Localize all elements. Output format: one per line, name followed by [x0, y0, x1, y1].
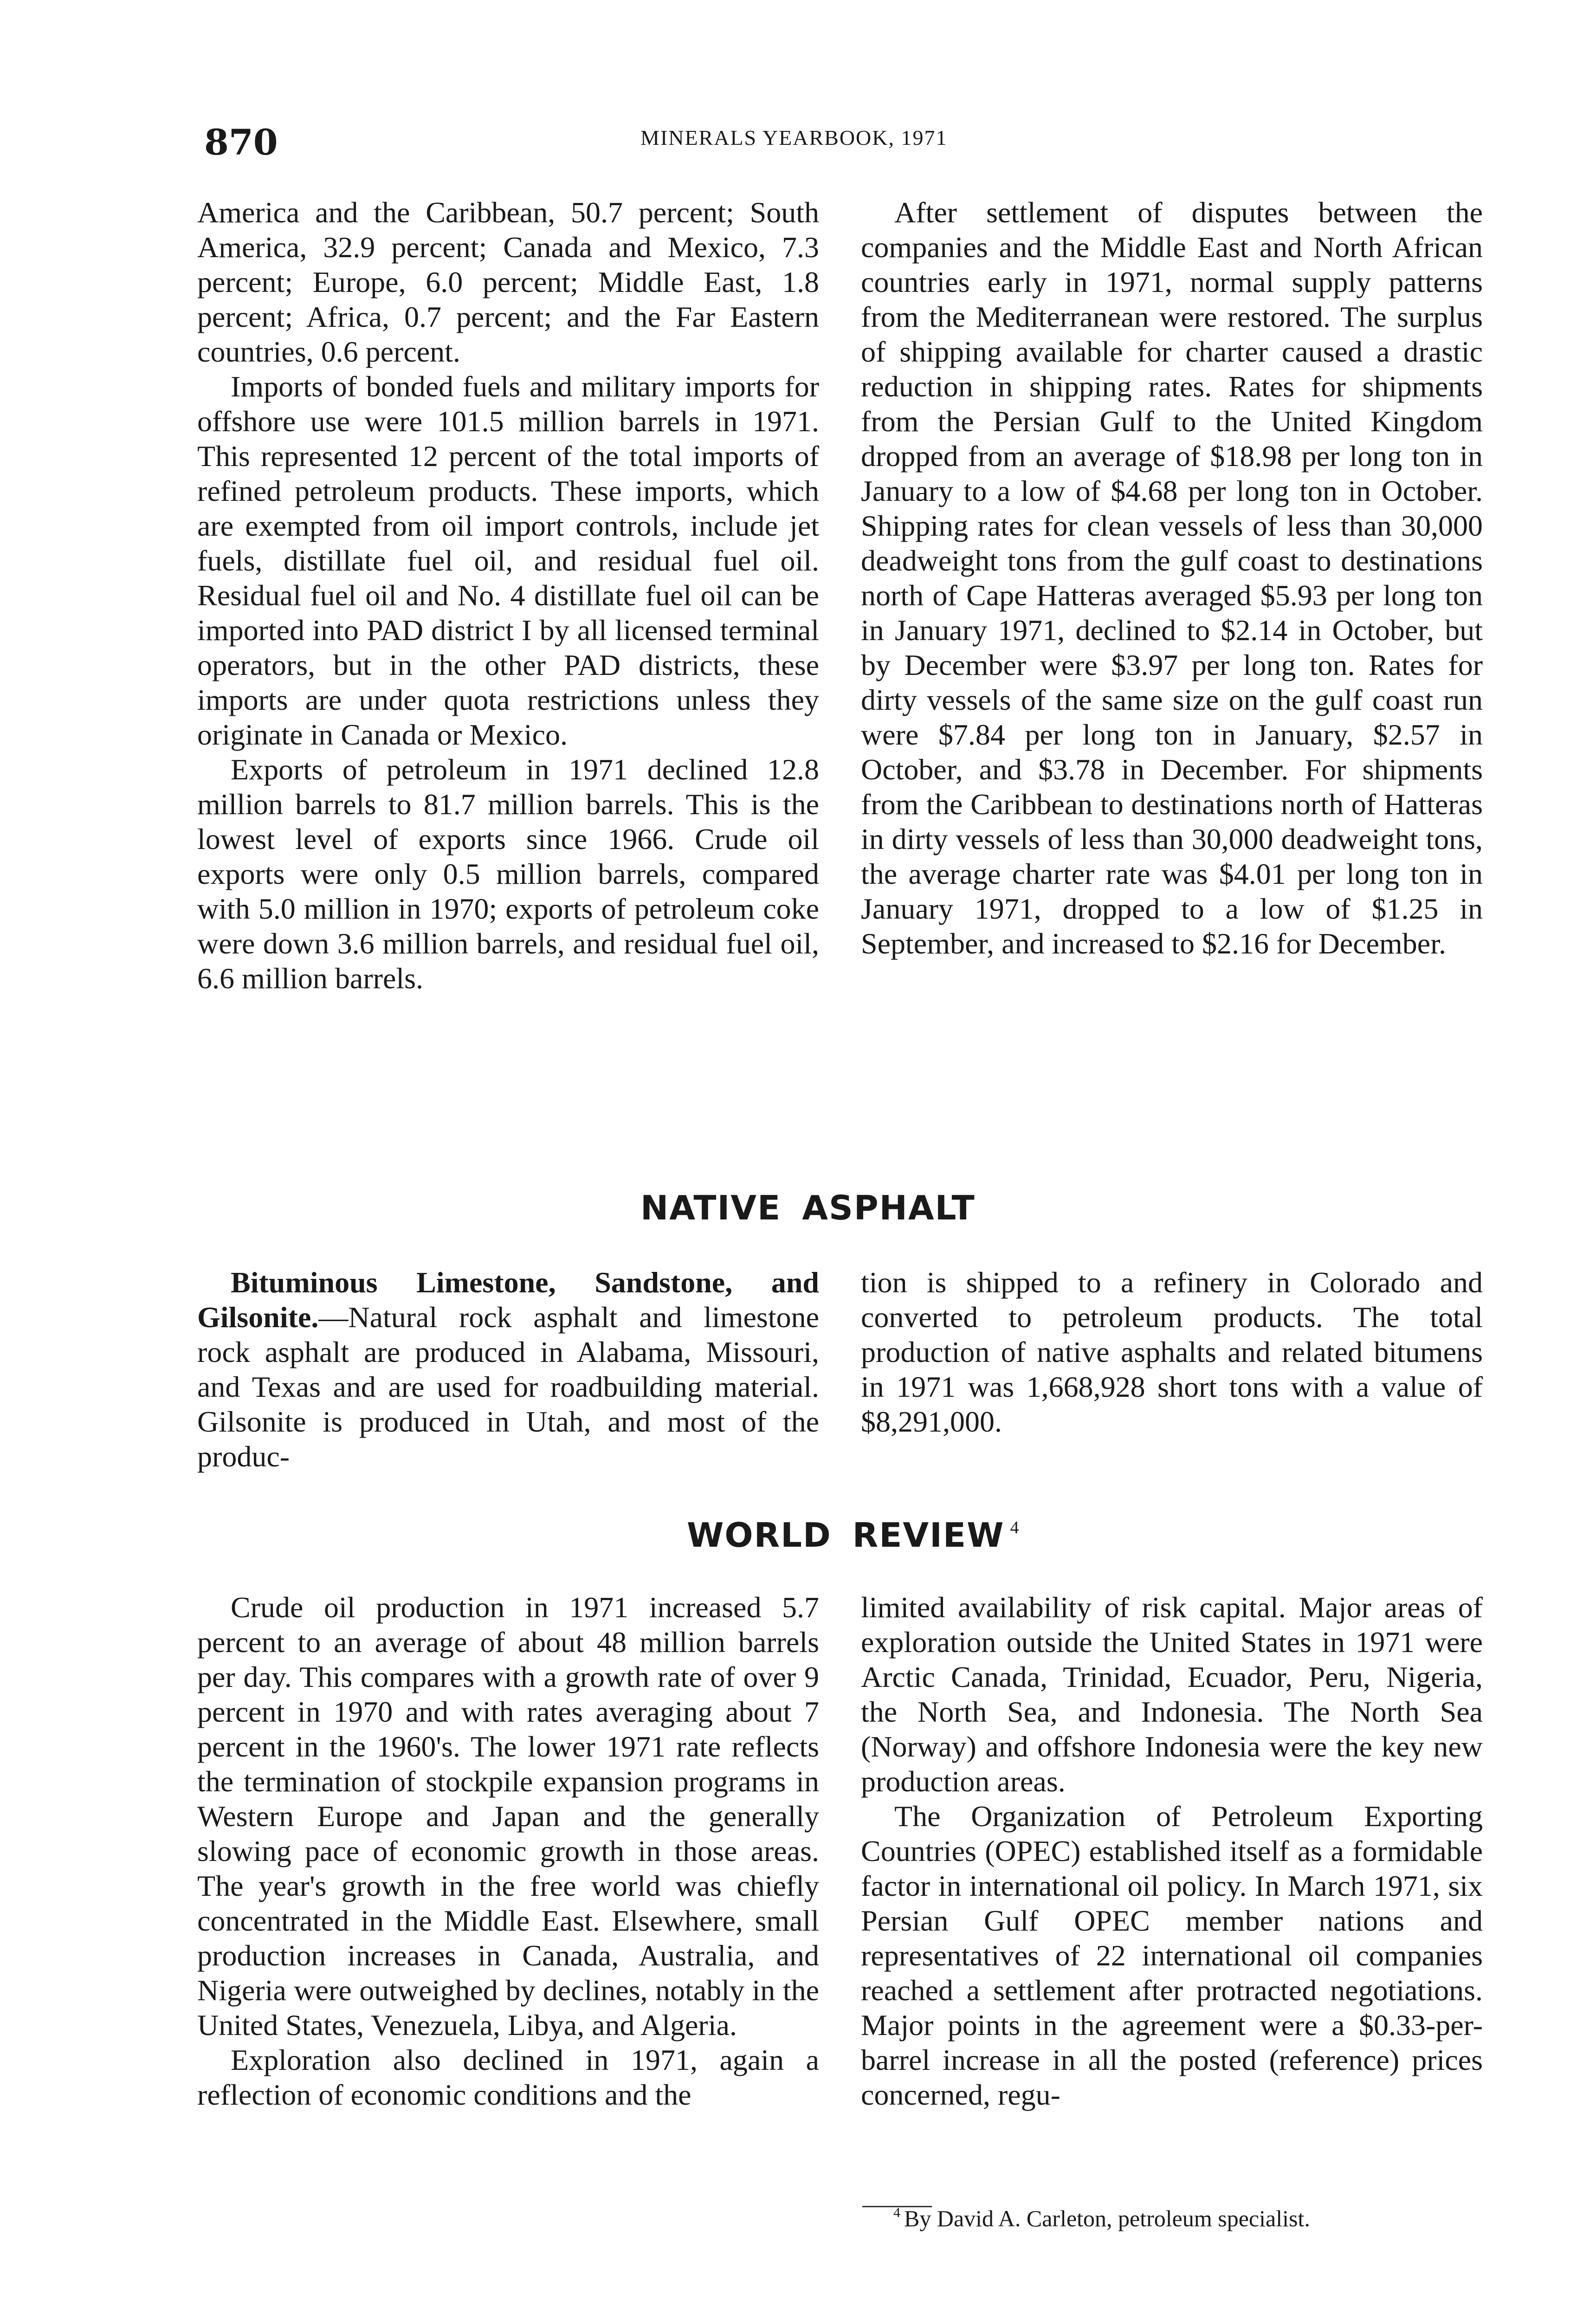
top-right-column	[861, 195, 1483, 961]
paragraph: America and the Caribbean, 50.7 percent; South America, 32.9 percent; Canada and Mexico, 7.3 percent; Europe, 6.0 percent; Middle East, 1.8 percent; Africa, 0.7 percent; and the Far Eastern countries, 0.6 percent.	[197, 196, 819, 368]
paragraph: Exploration also declined in 1971, again a reflection of economic conditions and the	[197, 2043, 819, 2111]
top-left-column	[197, 195, 819, 996]
paragraph: limited availability of risk capital. Major areas of exploration outside the United States in 1971 were Arctic Canada, Trinidad, Ecuador, Peru, Nigeria, the North Sea, and Indonesia. The North Sea (Norway) and offshore Indonesia were the key new production areas.	[861, 1591, 1483, 1798]
heading-word: WORLD	[687, 1516, 832, 1555]
footnote-text: By David A. Carleton, petroleum specialist.	[904, 2205, 1310, 2231]
heading-word: REVIEW	[852, 1516, 1005, 1555]
paragraph: The Organization of Petroleum Exporting Countries (OPEC) established itself as a formidable factor in international oil policy. In March 1971, six Persian Gulf OPEC member nations and representatives of 22 international oil companies reached a settlement after protracted negotiations. Major points in the agreement were a $0.33-per-barrel increase in all the posted (reference) prices concerned, regu-	[861, 1800, 1483, 2111]
heading-word: ASPHALT	[802, 1188, 976, 1227]
world-review-left-column	[197, 1590, 819, 2112]
footnote-number: 4	[893, 2205, 900, 2220]
paragraph: tion is shipped to a refinery in Colorado and converted to petroleum products. The total production of native asphalts and related bitumens in 1971 was 1,668,928 short tons with a value of $8,291,000.	[861, 1266, 1483, 1438]
paragraph: Imports of bonded fuels and military imports for offshore use were 101.5 million barrels in 1971. This represented 12 percent of the total imports of refined petroleum products. These imports, which are exempted from oil import controls, include jet fuels, distillate fuel oil, and residual fuel oil. Residual fuel oil and No. 4 distillate fuel oil can be imported into PAD district I by all licensed terminal operators, but in the other PAD districts, these imports are under quota restrictions unless they originate in Canada or Mexico.	[197, 370, 819, 751]
section-heading-native-asphalt	[640, 1188, 976, 1227]
heading-word: NATIVE	[640, 1188, 782, 1227]
native-asphalt-right-column	[861, 1265, 1483, 1439]
page-number: 870	[204, 122, 278, 163]
section-heading-world-review	[687, 1516, 1020, 1555]
paragraph: After settlement of disputes between the companies and the Middle East and North African countries early in 1971, normal supply patterns from the Mediterranean were restored. The surplus of shipping available for charter caused a drastic reduction in shipping rates. Rates for shipments from the Persian Gulf to the United Kingdom dropped from an average of $18.98 per long ton in January to a low of $4.68 per long ton in October. Shipping rates for clean vessels of less than 30,000 deadweight tons from the gulf coast to destinations north of Cape Hatteras averaged $5.93 per long ton in January 1971, declined to $2.14 in October, but by December were $3.97 per long ton. Rates for dirty vessels of the same size on the gulf coast run were $7.84 per long ton in January, $2.57 in October, and $3.78 in December. For shipments from the Caribbean to destinations north of Hatteras in dirty vessels of less than 30,000 deadweight tons, the average charter rate was $4.01 per long ton in January 1971, dropped to a low of $1.25 in September, and increased to $2.16 for December.	[861, 196, 1483, 960]
native-asphalt-left-column	[197, 1265, 819, 1474]
paragraph: Exports of petroleum in 1971 declined 12.8 million barrels to 81.7 million barrels. This is the lowest level of exports since 1966. Crude oil exports were only 0.5 million barrels, compared with 5.0 million in 1970; exports of petroleum coke were down 3.6 million barrels, and residual fuel oil, 6.6 million barrels.	[197, 753, 819, 995]
paragraph-text: —Natural rock asphalt and limestone rock asphalt are produced in Alabama, Missouri, and Texas and are used for roadbuilding material. Gilsonite is produced in Utah, and most of the produc-	[197, 1301, 819, 1473]
footnote	[893, 2205, 1310, 2232]
world-review-right-column	[861, 1590, 1483, 2112]
paragraph	[197, 1265, 819, 1474]
run-in-title: Bituminous Limestone, Sandstone, and Gilsonite.	[197, 1266, 819, 1334]
running-title: MINERALS YEARBOOK, 1971	[640, 126, 948, 149]
paragraph: Crude oil production in 1971 increased 5.7 percent to an average of about 48 million barrels per day. This compares with a growth rate of over 9 percent in 1970 and with rates averaging about 7 percent in the 1960's. The lower 1971 rate reflects the termination of stockpile expansion programs in Western Europe and Japan and the generally slowing pace of economic growth in those areas. The year's growth in the free world was chiefly concentrated in the Middle East. Elsewhere, small production increases in Canada, Australia, and Nigeria were outweighed by declines, notably in the United States, Venezuela, Libya, and Algeria.	[197, 1591, 819, 2042]
footnote-marker: 4	[1010, 1518, 1020, 1537]
